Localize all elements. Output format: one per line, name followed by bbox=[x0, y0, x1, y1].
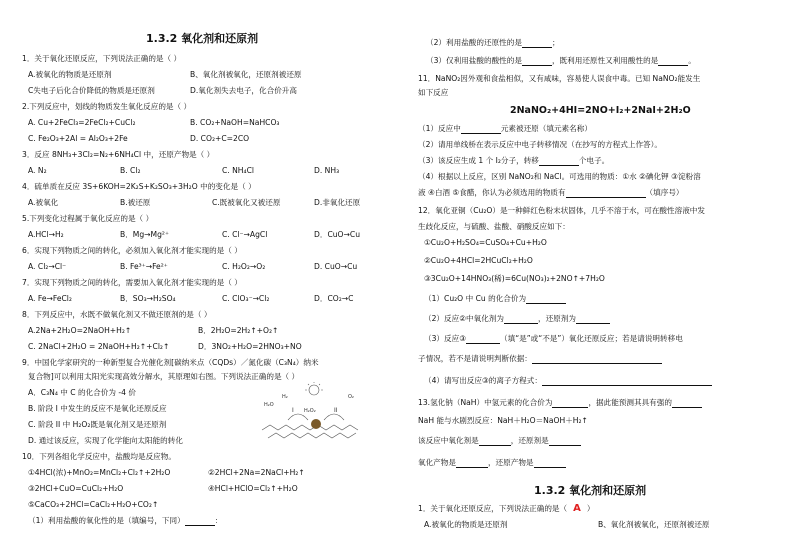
q4-stem: 4．硫单质在反应 3S+6KOH=2K₂S+K₂SO₃+3H₂O 中的变化是（ ） bbox=[22, 182, 256, 191]
q3-option-b: B. Cl₂ bbox=[120, 166, 141, 175]
q1-option-a: A.被氧化的物质是还原剂 bbox=[28, 70, 112, 79]
q11-part-1-blank[interactable] bbox=[461, 125, 501, 134]
q7-option-b: B．SO₃→H₂SO₄ bbox=[120, 294, 176, 303]
photocatalyst-figure bbox=[258, 382, 376, 446]
q5-option-a: A.HCl→H₂ bbox=[28, 230, 64, 239]
q10-part-3-blank-a[interactable] bbox=[522, 57, 552, 66]
q12-reaction-3: ③3Cu₂O+14HNO₃(稀)=6Cu(NO₃)₂+2NO↑+7H₂O bbox=[424, 274, 605, 283]
q10-reaction-1: ①4HCl(浓)+MnO₂=MnCl₂+Cl₂↑+2H₂O bbox=[28, 468, 171, 477]
q9-option-a: A．C₃N₄ 中 C 的化合价为 -4 价 bbox=[28, 388, 136, 397]
q10-part-2: （2）利用盐酸的还原性的是 ； bbox=[426, 38, 560, 47]
q11-part-2: （2）请用单线桥在表示反应中电子转移情况（在抄写的方程式上作答）。 bbox=[418, 140, 663, 149]
q1-option-d: D.氧化剂失去电子，化合价升高 bbox=[190, 86, 297, 95]
q8-option-b: B．2H₂O=2H₂↑+O₂↑ bbox=[198, 326, 279, 335]
q13-blank-b[interactable] bbox=[672, 399, 702, 408]
answer-q1-mark: A bbox=[573, 503, 581, 514]
carbon-dot bbox=[311, 419, 321, 429]
q11-part-4-2: 液 ④白酒 ⑤食醋，你认为必须选用的物质有 （填序号） bbox=[418, 188, 684, 197]
q8-option-d: D．3NO₂+H₂O=2HNO₃+NO bbox=[198, 342, 302, 351]
q2-option-a: A. Cu+2FeCl₃=2FeCl₂+CuCl₂ bbox=[28, 118, 136, 127]
q13-products: 氧化产物是 ，还原产物是 bbox=[418, 458, 566, 468]
q10-part-1: （1）利用盐酸的氧化性的是（填编号，下同） ： bbox=[28, 516, 223, 525]
q10-part-1-blank[interactable] bbox=[185, 517, 215, 526]
q3-option-a: A. N₂ bbox=[28, 166, 47, 175]
q12-part-3-2: 子情况，若不是请说明判断依据： bbox=[418, 354, 662, 364]
q9-stem-2: 复合物]可以利用太阳光实现高效分解水，其原理如右图。下列说法正确的是（ ） bbox=[28, 372, 300, 381]
q13-reductant-blank[interactable] bbox=[549, 437, 581, 446]
oxygen-label: O₂ bbox=[348, 394, 354, 400]
q11-equation: 2NaNO₂+4HI=2NO+I₂+2NaI+2H₂O bbox=[510, 105, 691, 116]
q2-option-d: D. CO₂+C=2CO bbox=[190, 134, 250, 143]
q11-part-3-blank[interactable] bbox=[539, 157, 579, 166]
q12-part-1-blank[interactable] bbox=[526, 295, 566, 304]
q6-option-c: C. H₂O₂→O₂ bbox=[222, 262, 266, 271]
q13-stem: 13.氢化钠（NaH）中氢元素的化合价为 ，据此能预测其具有强的 bbox=[418, 398, 702, 408]
answer-q1-option-a: A.被氧化的物质是还原剂 bbox=[424, 520, 508, 529]
q10-part-3-blank-b[interactable] bbox=[658, 57, 688, 66]
water-label: H₂O bbox=[264, 402, 274, 408]
q10-reaction-4: ④HCl+HClO=Cl₂↑+H₂O bbox=[208, 484, 298, 493]
q3-option-c: C. NH₄Cl bbox=[222, 166, 254, 175]
q9-option-b: B. 阶段 I 中发生的反应不是氧化还原反应 bbox=[28, 404, 167, 413]
q6-stem: 6．实现下列物质之间的转化，必须加入氧化剂才能实现的是（ ） bbox=[22, 246, 242, 255]
hydrogen-label: H₂ bbox=[282, 394, 288, 400]
q1-option-b: B、氧化剂被氧化，还原剂被还原 bbox=[190, 70, 302, 79]
q12-part-2-blank-a[interactable] bbox=[504, 315, 538, 324]
q1-stem: 1．关于氧化还原反应，下列说法正确的是（ ） bbox=[22, 54, 182, 63]
q12-part-4: （4）请写出反应③的离子方程式： bbox=[424, 376, 712, 386]
q11-part-1: （1）反应中 元素被还原（填元素名称） bbox=[418, 124, 592, 133]
q5-stem: 5.下列变化过程属于氧化反应的是（ ） bbox=[22, 214, 154, 223]
q11-part-4-1: （4）根据以上反应，区别 NaNO₂和 NaCl。可选用的物质：①水 ②碘化钾 ③淀粉溶 bbox=[418, 172, 701, 181]
q9-option-d: D. 通过该反应，实现了化学能向太阳能的转化 bbox=[28, 436, 183, 445]
q10-reaction-2: ②2HCl+2Na=2NaCl+H₂↑ bbox=[208, 468, 305, 477]
q7-option-d: D．CO₂→C bbox=[314, 294, 354, 303]
q12-reaction-1: ①Cu₂O+H₂SO₄=CuSO₄+Cu+H₂O bbox=[424, 238, 547, 247]
q2-option-c: C. Fe₂O₃+2Al = Al₂O₃+2Fe bbox=[28, 134, 128, 143]
stage-2-label: II bbox=[334, 407, 338, 414]
q12-part-4-blank[interactable] bbox=[542, 377, 712, 386]
q12-part-2: （2）反应②中氧化剂为 ，还原剂为 bbox=[424, 314, 610, 324]
q5-option-b: B．Mg→Mg²⁺ bbox=[120, 230, 169, 239]
answer-q1-option-b: B、氧化剂被氧化，还原剂被还原 bbox=[598, 520, 710, 529]
q12-part-3-1: （3）反应③ （填“是”或“不是”）氧化还原反应；若是请说明转移电 bbox=[424, 334, 683, 343]
q6-option-a: A. Cl₂→Cl⁻ bbox=[28, 262, 67, 271]
q2-stem: 2.下列反应中，划线的物质发生氧化反应的是（ ） bbox=[22, 102, 192, 111]
q13-reaction: NaH 能与水剧烈反应：NaH＋H₂O＝NaOH＋H₂↑ bbox=[418, 416, 588, 425]
q9-stem-1: 9．中国化学家研究的一种新型复合光催化剂[碳纳米点（CQDs）／氮化碳（C₃N₄）纳米 bbox=[22, 358, 319, 367]
q11-stem-1: 11．NaNO₂因外观和食盐相似，又有咸味，容易使人误食中毒。已知 NaNO₂能发生 bbox=[418, 74, 701, 83]
q11-part-3: （3）该反应生成 1 个 I₂分子，转移 个电子。 bbox=[418, 156, 610, 165]
q12-part-2-blank-b[interactable] bbox=[576, 315, 610, 324]
q10-part-2-blank[interactable] bbox=[522, 39, 552, 48]
q12-reaction-2: ②Cu₂O+4HCl=2HCuCl₂+H₂O bbox=[424, 256, 533, 265]
q13-oxidant-blank[interactable] bbox=[479, 437, 511, 446]
q10-reaction-5: ⑤CaCO₃+2HCl=CaCl₂+H₂O+CO₂↑ bbox=[28, 500, 159, 509]
q9-option-c: C. 阶段 II 中 H₂O₂既是氧化剂又是还原剂 bbox=[28, 420, 167, 429]
q4-option-a: A.被氧化 bbox=[28, 198, 59, 207]
q10-part-3: （3）仅利用盐酸的酸性的是 ，既利用还原性又利用酸性的是 。 bbox=[426, 56, 696, 65]
q3-stem: 3．反应 8NH₃+3Cl₂=N₂+6NH₄Cl 中，还原产物是（ ） bbox=[22, 150, 215, 159]
q12-part-1: （1）Cu₂O 中 Cu 的化合价为 bbox=[424, 294, 566, 304]
q13-red-product-blank[interactable] bbox=[534, 459, 566, 468]
q13-blank-a[interactable] bbox=[552, 399, 588, 408]
q8-stem: 8．下列反应中，水既不做氧化剂又不做还原剂的是（ ） bbox=[22, 310, 212, 319]
page-title: 1.3.2 氧化剂和还原剂 bbox=[146, 32, 259, 45]
sun-icon bbox=[309, 385, 319, 395]
q8-option-c: C. 2NaCl+2H₂O = 2NaOH+H₂↑+Cl₂↑ bbox=[28, 342, 170, 351]
answer-title: 1.3.2 氧化剂和还原剂 bbox=[534, 484, 647, 497]
q13-agents: 该反应中氧化剂是 ，还原剂是 bbox=[418, 436, 581, 446]
q11-stem-2: 如下反应 bbox=[418, 88, 449, 97]
stage-1-label: I bbox=[292, 407, 294, 414]
q12-stem-1: 12．氧化亚铜（Cu₂O）是一种鲜红色粉末状固体，几乎不溶于水，可在酸性溶液中发 bbox=[418, 206, 705, 215]
q11-part-4-blank[interactable] bbox=[566, 189, 646, 198]
q4-option-d: D.非氧化还原 bbox=[314, 198, 361, 207]
answer-q1-stem: 1．关于氧化还原反应，下列说法正确的是（ A ） bbox=[418, 503, 595, 514]
q13-ox-product-blank[interactable] bbox=[456, 459, 488, 468]
q7-option-c: C. ClO₃⁻→Cl₂ bbox=[222, 294, 270, 303]
q7-stem: 7．实现下列物质之间的转化，需要加入氧化剂才能实现的是（ ） bbox=[22, 278, 242, 287]
q10-stem: 10．下列各组化学反应中，盐酸均是反应物。 bbox=[22, 452, 176, 461]
q5-option-c: C. Cl⁻→AgCl bbox=[222, 230, 268, 239]
q12-part-3-reason-blank[interactable] bbox=[532, 355, 662, 364]
q10-reaction-3: ③2HCl+CuO=CuCl₂+H₂O bbox=[28, 484, 124, 493]
q4-option-c: C.既被氧化又被还原 bbox=[212, 198, 281, 207]
q2-option-b: B. CO₂+NaOH=NaHCO₃ bbox=[190, 118, 280, 127]
q7-option-a: A. Fe→FeCl₂ bbox=[28, 294, 72, 303]
q3-option-d: D. NH₃ bbox=[314, 166, 340, 175]
q5-option-d: D．CuO→Cu bbox=[314, 230, 361, 239]
q6-option-b: B. Fe³⁺→Fe²⁺ bbox=[120, 262, 168, 271]
q1-option-c: C失电子后化合价降低的物质是还原剂 bbox=[28, 86, 155, 95]
q8-option-a: A.2Na+2H₂O=2NaOH+H₂↑ bbox=[28, 326, 132, 335]
peroxide-label: H₂O₂ bbox=[304, 408, 316, 414]
q12-stem-2: 生歧化反应，与硫酸、盐酸、硝酸反应如下： bbox=[418, 222, 570, 231]
q6-option-d: D. CuO→Cu bbox=[314, 262, 358, 271]
q12-part-3-blank[interactable] bbox=[466, 335, 500, 344]
q4-option-b: B.被还原 bbox=[120, 198, 151, 207]
